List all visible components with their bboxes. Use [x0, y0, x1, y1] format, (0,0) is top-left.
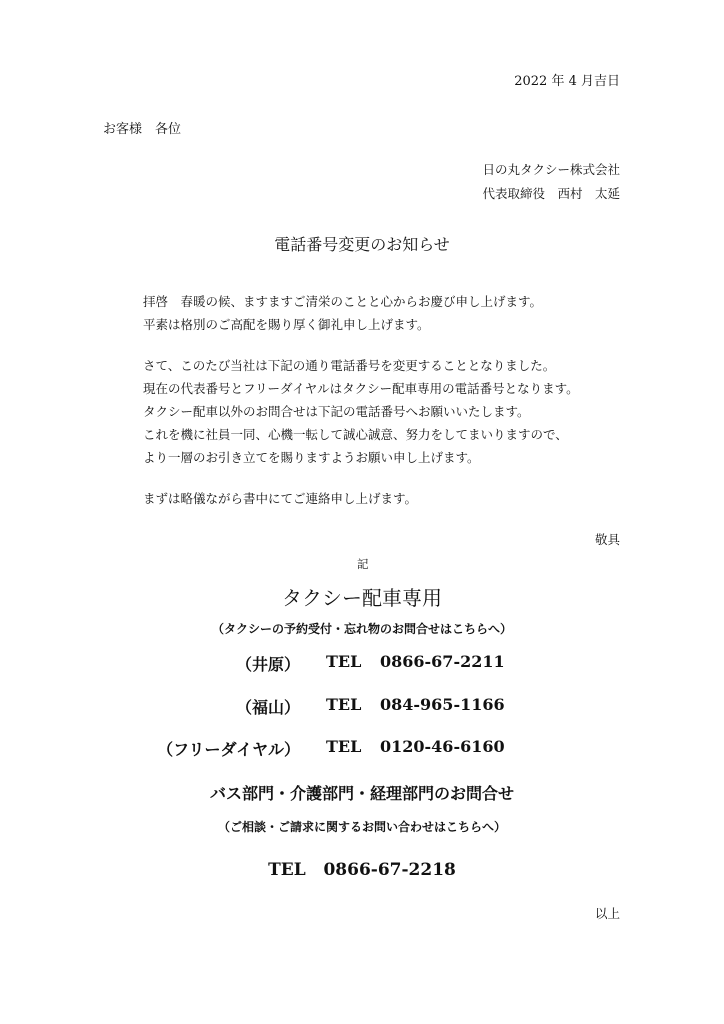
phone-label-fukuyama: （福山）: [235, 698, 300, 717]
closing-ijo: 以上: [594, 906, 620, 921]
other-section-phone: [0, 860, 724, 880]
other-section-note: （ご相談・ご請求に関するお問い合わせはこちらへ）: [217, 820, 506, 834]
other-section-title: バス部門・介護部門・経理部門のお問合せ: [209, 784, 514, 803]
phone-number-fukuyama: 084-965-1166: [380, 695, 505, 714]
letter-date: 2022 年 4 月吉日: [514, 74, 620, 89]
body-line: さて、このたび当社は下記の通り電話番号を変更することとなりました。: [143, 358, 556, 373]
letter-title: 電話番号変更のお知らせ: [274, 235, 450, 254]
tel-label: TEL: [326, 695, 362, 714]
taxi-section-note: （タクシーの予約受付・忘れ物のお問合せはこちらへ）: [211, 622, 512, 636]
body-line: 拝啓 春暖の候、ますますご清栄のことと心からお慶び申し上げます。: [143, 294, 543, 309]
body-line: これを機に社員一同、心機一転して誠心誠意、努力をしてまいりますので、: [143, 427, 568, 442]
ki-marker: 記: [357, 557, 369, 571]
body-line: 平素は格別のご高配を賜り厚く御礼申し上げます。: [143, 317, 430, 332]
taxi-section-title: タクシー配車専用: [282, 586, 442, 610]
body-line: タクシー配車以外のお問合せは下記の電話番号へお願いいたします。: [143, 404, 530, 419]
body-line: 現在の代表番号とフリーダイヤルはタクシー配車専用の電話番号となります。: [143, 381, 579, 396]
tel-label: TEL: [326, 652, 362, 671]
phone-label-freedial: （フリーダイヤル）: [157, 740, 300, 759]
phone-number-office: 0866-67-2218: [323, 860, 456, 880]
phone-number-freedial: 0120-46-6160: [380, 737, 505, 756]
representative-name: 代表取締役 西村 太延: [482, 186, 620, 201]
tel-label: TEL: [326, 737, 362, 756]
phone-label-ibara: （井原）: [235, 655, 300, 674]
closing-keigu: 敬具: [594, 532, 620, 547]
tel-label: TEL: [268, 860, 306, 880]
addressee: お客様 各位: [103, 122, 182, 137]
body-line: より一層のお引き立てを賜りますようお願い申し上げます。: [143, 450, 480, 465]
body-line: まずは略儀ながら書中にてご連絡申し上げます。: [143, 491, 418, 506]
company-name: 日の丸タクシー株式会社: [482, 162, 620, 177]
phone-number-ibara: 0866-67-2211: [380, 652, 505, 671]
